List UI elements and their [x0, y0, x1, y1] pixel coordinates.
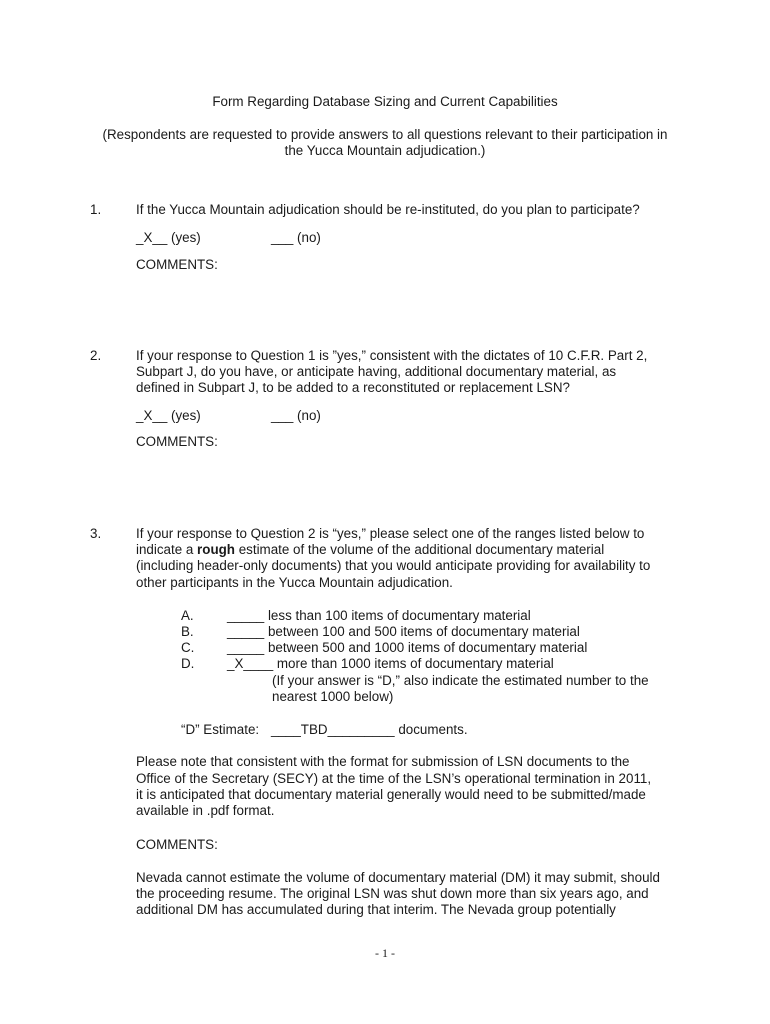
q2-text-line-2: Subpart J, do you have, or anticipate having, additional documentary material, as [136, 364, 617, 379]
estimate-label: “D” Estimate: [181, 722, 260, 737]
q1-yes-answer: _X__ (yes) [136, 230, 201, 245]
q3-text-line-3: (including header-only documents) that you would anticipate providing for availability to [136, 558, 651, 573]
q1-comments-label: COMMENTS: [136, 257, 218, 272]
q3-line2-post: estimate of the volume of the additional documentary material [234, 542, 605, 557]
option-b-text: _____ between 100 and 500 items of documentary material [227, 624, 580, 639]
q2-comments-label: COMMENTS: [136, 434, 218, 449]
q3-comments-label: COMMENTS: [136, 837, 218, 852]
option-b-letter: B. [181, 624, 194, 639]
q1-text: If the Yucca Mountain adjudication should be re-instituted, do you plan to participate? [136, 202, 640, 217]
option-c-letter: C. [181, 640, 195, 655]
page-number: - 1 - [375, 946, 395, 960]
format-note-line-1: Please note that consistent with the format for submission of LSN documents to the [136, 754, 630, 769]
q2-text-line-3: defined in Subpart J, to be added to a reconstituted or replacement LSN? [136, 380, 570, 395]
q3-text-line-2 [136, 542, 604, 558]
option-d-letter: D. [181, 656, 195, 671]
form-title: Form Regarding Database Sizing and Current Capabilities [212, 94, 558, 109]
q3-text-line-4: other participants in the Yucca Mountain adjudication. [136, 575, 453, 590]
format-note-line-2: Office of the Secretary (SECY) at the time of the LSN’s operational termination in 2011, [136, 771, 652, 786]
option-d-text: _X____ more than 1000 items of documentary material [227, 656, 554, 671]
estimate-value: ____TBD_________ documents. [271, 722, 468, 737]
q2-no-answer: ___ (no) [271, 408, 321, 423]
response-line-1: Nevada cannot estimate the volume of documentary material (DM) it may submit, should [136, 870, 660, 885]
option-d-note-line-2: nearest 1000 below) [272, 689, 394, 704]
q3-line2-pre: indicate a [136, 542, 198, 557]
response-line-2: the proceeding resume. The original LSN was shut down more than six years ago, and [136, 886, 649, 901]
q3-number: 3. [90, 526, 102, 541]
option-c-text: _____ between 500 and 1000 items of documentary material [227, 640, 588, 655]
q3-text-line-1: If your response to Question 2 is “yes,” please select one of the ranges listed below to [136, 526, 645, 541]
q3-rough-emphasis: rough [197, 542, 235, 557]
q2-yes-answer: _X__ (yes) [136, 408, 201, 423]
intro-line-1: (Respondents are requested to provide answers to all questions relevant to their participation in [102, 127, 668, 142]
format-note-line-4: available in .pdf format. [136, 803, 275, 818]
option-d-note-line-1: (If your answer is “D,” also indicate the estimated number to the [272, 673, 649, 688]
q2-text-line-1: If your response to Question 1 is ”yes,” consistent with the dictates of 10 C.F.R. Part 2, [136, 348, 648, 363]
intro-line-2: the Yucca Mountain adjudication.) [284, 143, 486, 158]
q1-no-answer: ___ (no) [271, 230, 321, 245]
option-a-text: _____ less than 100 items of documentary material [227, 608, 531, 623]
option-a-letter: A. [181, 608, 194, 623]
q1-number: 1. [90, 202, 102, 217]
q2-number: 2. [90, 348, 102, 363]
format-note-line-3: it is anticipated that documentary material generally would need to be submitted/made [136, 787, 646, 802]
response-line-3: additional DM has accumulated during that interim. The Nevada group potentially [136, 902, 616, 917]
